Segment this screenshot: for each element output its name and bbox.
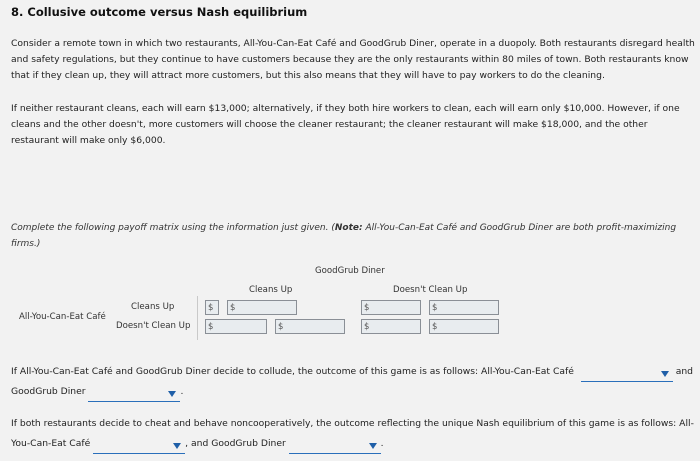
cafe-payoff-cc-input[interactable]: $ xyxy=(205,300,219,315)
diner-payoff-cc-input[interactable]: $ xyxy=(227,300,297,315)
payoff-cell-cc xyxy=(205,300,297,315)
col-header-cleans-up: Cleans Up xyxy=(249,285,293,295)
row-header-cleans-up: Cleans Up xyxy=(131,302,175,312)
column-player-label: GoodGrub Diner xyxy=(315,266,385,276)
question-title: 8. Collusive outcome versus Nash equilibrium xyxy=(11,5,308,19)
collusion-and: and xyxy=(675,366,694,377)
collusion-diner-label: GoodGrub Diner xyxy=(11,386,86,397)
nash-diner-dropdown[interactable] xyxy=(289,440,381,454)
collusion-text: If All-You-Can-Eat Café and GoodGrub Diner decide to collude, the outcome of this game is as follows: All-You-Can-Eat Café xyxy=(11,366,574,377)
cafe-payoff-dd-input[interactable]: $ xyxy=(361,319,421,334)
nash-mid: , and GoodGrub Diner xyxy=(185,438,286,449)
chevron-down-icon xyxy=(661,371,669,377)
diner-payoff-dd-input[interactable]: $ xyxy=(429,319,499,334)
nash-text: If both restaurants decide to cheat and behave noncooperatively, the outcome reflecting the unique Nash equilibrium of this game is as follows: All-You-Can-Eat Café xyxy=(11,418,694,449)
chevron-down-icon xyxy=(173,443,181,449)
instructions-suffix: All-You-Can-Eat Café and GoodGrub Diner are both profit-maximizing firms.) xyxy=(11,223,677,249)
payoff-cell-dc xyxy=(205,319,345,334)
instructions xyxy=(11,220,697,252)
cafe-payoff-dc-input[interactable]: $ xyxy=(205,319,267,334)
payoff-cell-cd xyxy=(361,300,499,315)
chevron-down-icon xyxy=(369,443,377,449)
col-header-doesnt-clean: Doesn't Clean Up xyxy=(393,285,468,295)
chevron-down-icon xyxy=(168,391,176,397)
row-player-label: All-You-Can-Eat Café xyxy=(19,312,106,322)
nash-end: . xyxy=(380,438,384,449)
collusion-diner-dropdown[interactable] xyxy=(88,388,180,402)
payoff-cell-dd xyxy=(361,319,499,334)
diner-payoff-cd-input[interactable]: $ xyxy=(429,300,499,315)
instructions-prefix: Complete the following payoff matrix using the information just given. ( xyxy=(11,223,335,233)
nash-question xyxy=(11,414,697,454)
row-header-doesnt-clean: Doesn't Clean Up xyxy=(116,321,191,331)
diner-payoff-dc-input[interactable]: $ xyxy=(275,319,345,334)
cafe-payoff-cd-input[interactable]: $ xyxy=(361,300,421,315)
collusion-question xyxy=(11,362,697,402)
payoffs-paragraph: If neither restaurant cleans, each will earn $13,000; alternatively, if they both hire workers to clean, each will earn only $10,000. However, if one cleans and the other doesn't, more customers will choose the cleaner restaurant; the cleaner restaurant will make $18,000, and the other restaurant will make only $6,000. xyxy=(11,103,680,146)
collusion-cafe-dropdown[interactable] xyxy=(581,368,673,382)
matrix-divider xyxy=(197,296,198,340)
nash-cafe-dropdown[interactable] xyxy=(93,440,185,454)
scenario-paragraph: Consider a remote town in which two restaurants, All-You-Can-Eat Café and GoodGrub Diner, operate in a duopoly. Both restaurants disregard health and safety regulations, but they continue to have customers because they are the only restaurants within 80 miles of town. Both restaurants know that if they clean up, they will attract more customers, but this also means that they will have to pay workers to do the cleaning. xyxy=(11,38,695,81)
collusion-end: . xyxy=(180,386,184,397)
note-label: Note: xyxy=(334,223,363,233)
